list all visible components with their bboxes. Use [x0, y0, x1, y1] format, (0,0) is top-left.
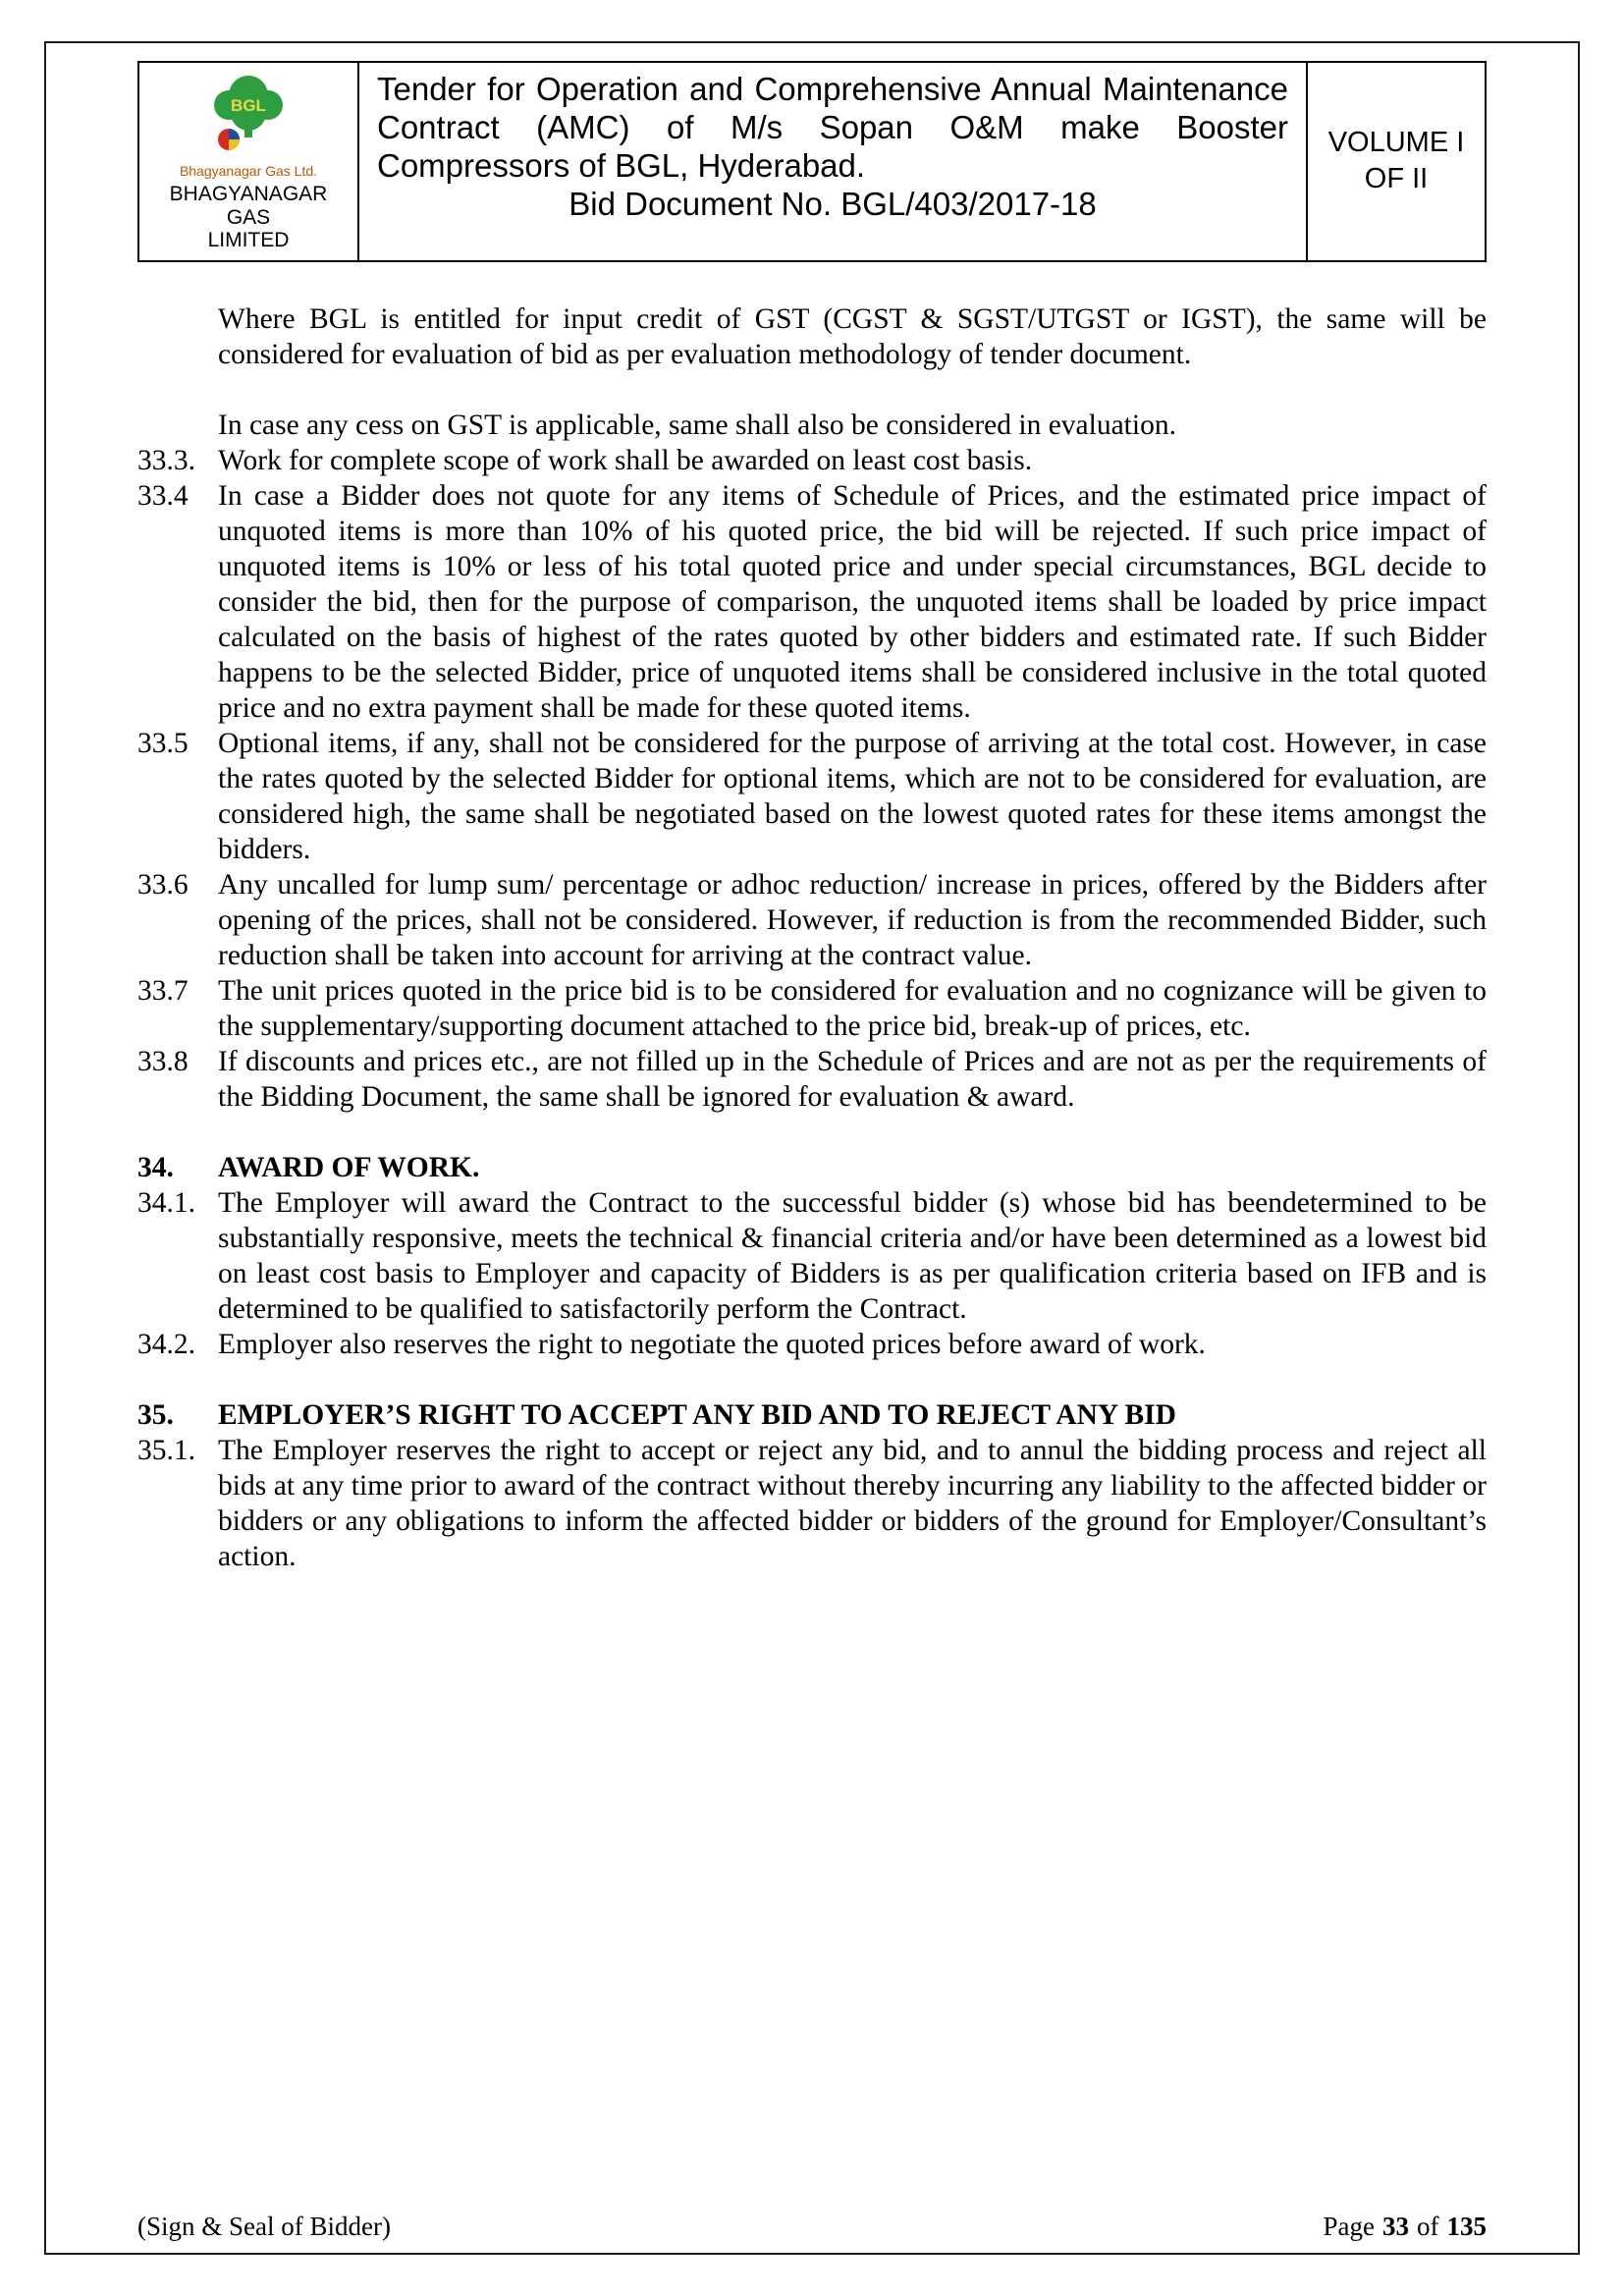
paragraph — [218, 301, 1487, 372]
logo-caption: Bhagyanagar Gas Ltd. — [179, 163, 318, 179]
clause-text: Work for complete scope of work shall be awarded on least cost basis. — [218, 444, 1033, 476]
section-heading — [137, 1150, 1487, 1185]
page-word: Page — [1323, 2212, 1375, 2241]
clause-text: The Employer will award the Contract to the successful bidder (s) whose bid has beendetermined to be substantially responsive, meets the technical & financial criteria and/or have been determined as a lowest bid on least cost basis to Employer and capacity of Bidders is as per qualification criteria based on IFB and is determined to be qualified to satisfactorily perform the Contract. — [218, 1186, 1487, 1325]
clause-text: The Employer reserves the right to accept or reject any bid, and to annul the bidding process and reject all bids at any time prior to award of the contract without thereby incurring any liability to the affected bidder or bidders or any obligations to inform the affected bidder or bidders of the ground for Employer/Consultant’s action. — [218, 1434, 1487, 1572]
clause-number: 35.1. — [137, 1434, 195, 1466]
clause-number: 35. — [137, 1398, 174, 1431]
clause-number: 34.1. — [137, 1186, 195, 1219]
title-cell — [359, 63, 1308, 260]
bid-document-number: Bid Document No. BGL/403/2017-18 — [568, 185, 1097, 222]
clause-text: Any uncalled for lump sum/ percentage or adhoc reduction/ increase in prices, offered by the Bidders after opening of the prices, shall not be considered. However, if reduction is from the recommended Bidder, such reduction shall be taken into account for arriving at the contract value. — [218, 868, 1487, 971]
clause-number: 33.5 — [137, 727, 189, 759]
clause-number: 33.7 — [137, 974, 189, 1007]
company-name — [145, 183, 352, 252]
clause-number: 33.3. — [137, 444, 195, 476]
clause-number: 34. — [137, 1151, 174, 1183]
sign-seal-label: (Sign & Seal of Bidder) — [137, 2212, 391, 2241]
logo-cell — [139, 63, 359, 260]
numbered-clause — [137, 443, 1487, 478]
clause-text: Where BGL is entitled for input credit of GST (CGST & SGST/UTGST or IGST), the same will be considered for evaluation of bid as per evaluation methodology of tender document. — [218, 302, 1487, 370]
numbered-clause — [137, 1044, 1487, 1115]
clause-number: 33.4 — [137, 479, 189, 512]
clause-text: Employer also reserves the right to negotiate the quoted prices before award of work. — [218, 1328, 1206, 1360]
company-logo-icon — [199, 71, 298, 162]
section-heading-text: EMPLOYER’S RIGHT TO ACCEPT ANY BID AND TO REJECT ANY BID — [218, 1398, 1176, 1431]
of-word: of — [1417, 2212, 1439, 2241]
numbered-clause — [137, 1327, 1487, 1362]
clause-text: In case a Bidder does not quote for any items of Schedule of Prices, and the estimated price impact of unquoted items is more than 10% of his quoted price, the bid will be rejected. If such price impact of unquoted items is 10% or less of his total quoted price and under special circumstances, BGL decide to consider the bid, then for the purpose of comparison, the unquoted items shall be loaded by price impact calculated on the basis of highest of the rates quoted by other bidders and estimated rate. If such Bidder happens to be the selected Bidder, price of unquoted items shall be considered inclusive in the total quoted price and no extra payment shall be made for these quoted items. — [218, 479, 1487, 724]
clause-text: The unit prices quoted in the price bid is to be considered for evaluation and no cognizance will be given to the supplementary/supporting document attached to the price bid, break-up of prices, etc. — [218, 974, 1487, 1042]
clause-text: In case any cess on GST is applicable, same shall also be considered in evaluation. — [218, 409, 1176, 441]
numbered-clause — [137, 1433, 1487, 1574]
numbered-clause — [137, 1185, 1487, 1327]
clause-text: Optional items, if any, shall not be considered for the purpose of arriving at the total cost. However, in case the rates quoted by the selected Bidder for optional items, which are not to be considered for evaluation, are considered high, the same shall be negotiated based on the lowest quoted rates for these items amongst the bidders. — [218, 727, 1487, 865]
body-items — [137, 301, 1487, 1574]
company-name-line1: BHAGYANAGAR GAS — [169, 183, 328, 229]
company-name-line2: LIMITED — [207, 229, 290, 252]
numbered-clause — [137, 867, 1487, 973]
volume-line1: VOLUME I — [1327, 126, 1465, 158]
page-content — [137, 61, 1487, 1574]
clause-number: 34.2. — [137, 1328, 195, 1360]
volume-cell — [1308, 63, 1485, 260]
total-pages: 135 — [1446, 2212, 1487, 2241]
page-number: 33 — [1382, 2212, 1409, 2241]
clause-number: 33.8 — [137, 1045, 189, 1077]
page-footer — [137, 2212, 1487, 2242]
tender-title: Tender for Operation and Comprehensive Annual Maintenance Contract (AMC) of M/s Sopan O&M make Booster Compressors of BGL, Hyderabad. — [377, 71, 1288, 184]
page-indicator — [1324, 2212, 1487, 2242]
numbered-clause — [137, 726, 1487, 867]
numbered-clause — [137, 478, 1487, 726]
paragraph — [218, 408, 1487, 443]
numbered-clause — [137, 973, 1487, 1044]
section-heading-text: AWARD OF WORK. — [218, 1151, 480, 1183]
clause-text: If discounts and prices etc., are not filled up in the Schedule of Prices and are not as per the requirements of the Bidding Document, the same shall be ignored for evaluation & award. — [218, 1045, 1487, 1113]
svg-text:BGL: BGL — [231, 96, 266, 115]
clause-number: 33.6 — [137, 868, 189, 901]
volume-line2: OF II — [1364, 163, 1429, 195]
section-heading — [137, 1397, 1487, 1433]
header-table — [137, 61, 1487, 262]
